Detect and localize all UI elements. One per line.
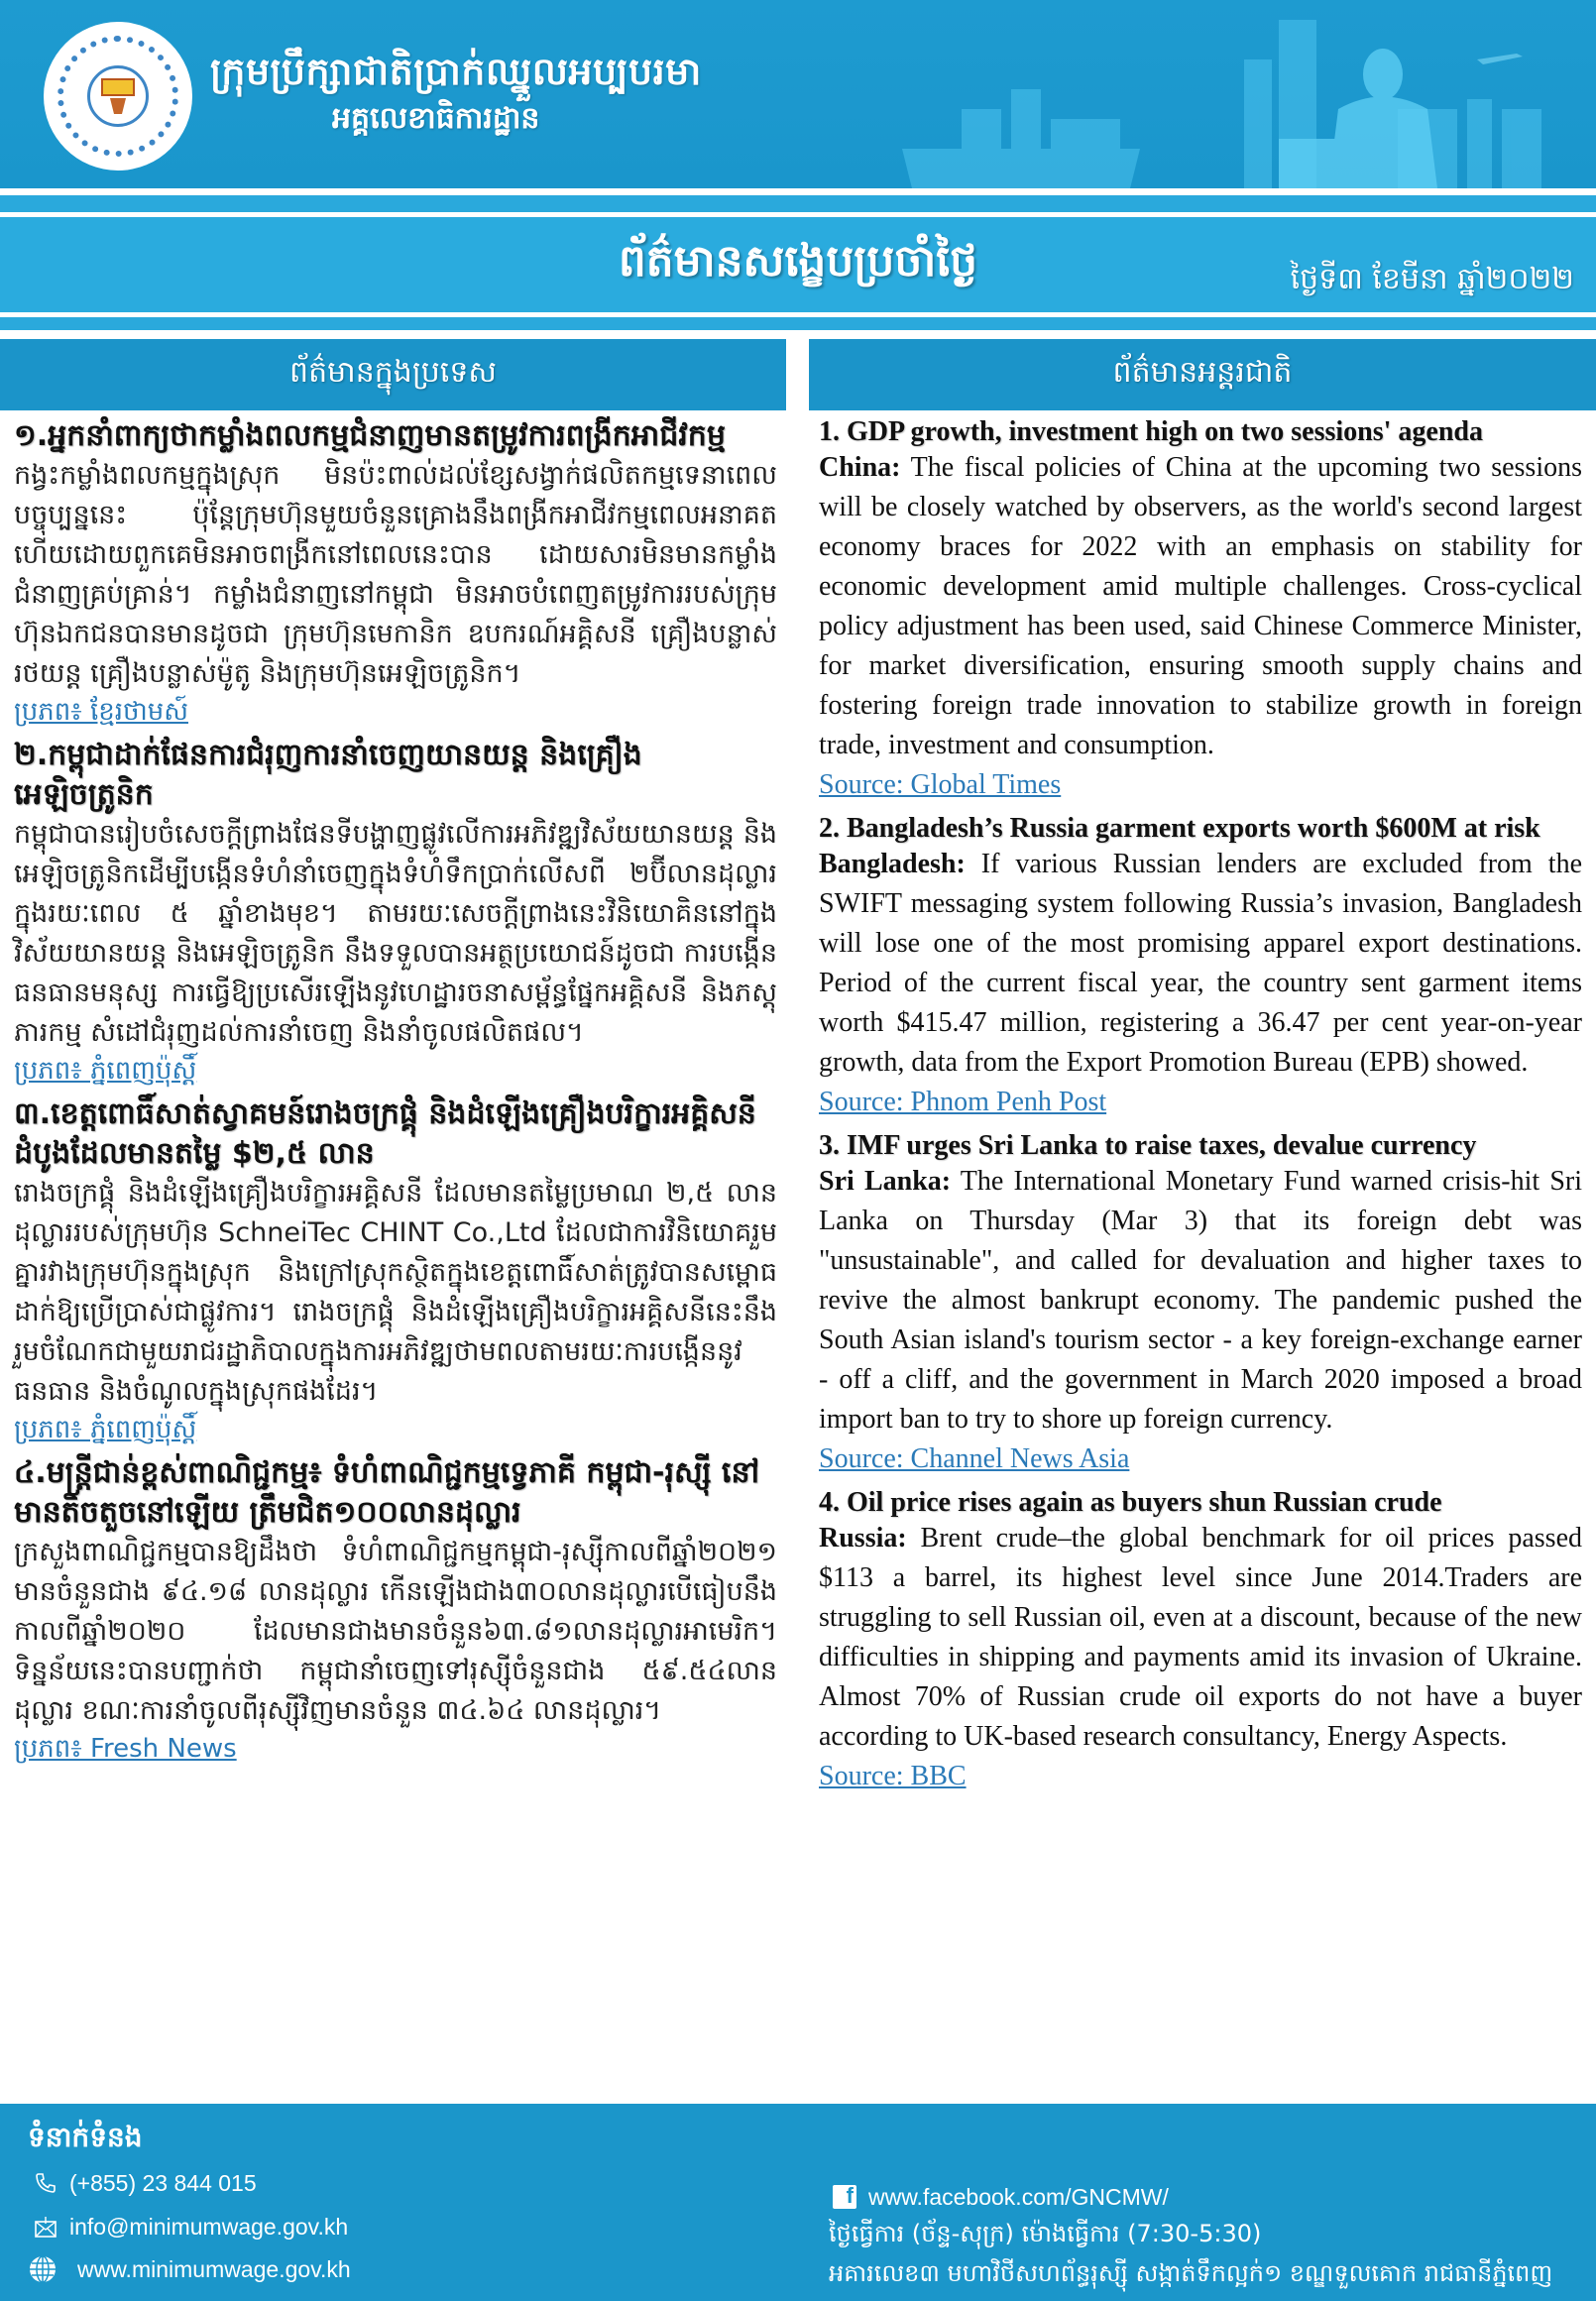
news-country: China bbox=[819, 452, 892, 483]
news-body: កម្ពុជាបានរៀបចំសេចក្ដីព្រាងផែនទីបង្ហាញផ្លូវលើការអភិវឌ្ឍវិស័យយានយន្ត និងអេឡិចត្រូនិកដើម្បីបង្កើនទំហំនាំចេញក្នុងទំហំទឹកប្រាក់លើសពី ២ប៊ីលានដុល្លារក្នុងរយៈពេល ៥ ឆ្នាំខាងមុខ។ តាមរយៈសេចក្ដីព្រាងនេះវិនិយោគិននៅក្នុងវិស័យយានយន្ត និងអេឡិចត្រូនិក នឹងទទួលបានអត្ថប្រយោជន៍ដូចជា ការបង្កើនធនធានមនុស្ស ការធ្វើឱ្យប្រសើរឡើងនូវហេដ្ឋារចនាសម្ព័ន្ធផ្នែកអគ្គិសនី និងភស្តុភារកម្ម សំដៅជំរុញដល់ការនាំចេញ និងនាំចូលផលិតផល។ bbox=[14, 819, 777, 1048]
news-body bbox=[819, 845, 1582, 1083]
organization-name: ក្រុមប្រឹក្សាជាតិប្រាក់ឈ្នួលអប្បបរមា bbox=[210, 50, 702, 93]
news-title: ៤.មន្ត្រីជាន់ខ្ពស់ពាណិជ្ជកម្ម៖ ទំហំពាណិជ្ជកម្មទ្វេភាគី កម្ពុជា-រុស្ស៊ី នៅមានតិចតួចនៅឡើយ ត្រឹមជិត១០០លានដុល្លារ bbox=[14, 1455, 760, 1530]
facebook-url: www.facebook.com/GNCMW/ bbox=[868, 2183, 1169, 2210]
news-country: Russia bbox=[819, 1523, 898, 1553]
international-news-header: ព័ត៌មានអន្តរជាតិ bbox=[809, 339, 1596, 410]
news-title: 1. GDP growth, investment high on two sessions' agenda bbox=[819, 416, 1484, 447]
news-country: Sri Lanka bbox=[819, 1166, 942, 1197]
news-title: 3. IMF urges Sri Lanka to raise taxes, devalue currency bbox=[819, 1130, 1477, 1161]
globe-icon bbox=[26, 2252, 59, 2286]
news-item bbox=[819, 1487, 1582, 1802]
bulletin-date: ថ្ងៃទី៣ ខែមីនា ឆ្នាំ២០២២ bbox=[1290, 262, 1574, 296]
news-body bbox=[819, 1519, 1582, 1757]
news-body: កង្វះកម្លាំងពលកម្មក្នុងស្រុក មិនប៉ះពាល់ដល់ខ្សែសង្វាក់ផលិតកម្មទេនាពេលបច្ចុប្បន្ននេះ ប៉ុន្តែក្រុមហ៊ុនមួយចំនួនគ្រោងនឹងពង្រីកអាជីវកម្មពេលអនាគតហើយដោយពួកគេមិនអាចពង្រីកនៅពេលនេះបាន ដោយសារមិនមានកម្លាំងជំនាញគ្រប់គ្រាន់។ កម្លាំងជំនាញនៅកម្ពុជា មិនអាចបំពេញតម្រូវការរបស់ក្រុមហ៊ុនឯកជនបានមានដូចជា ក្រុមហ៊ុនមេកានិក ឧបករណ៍អគ្គិសនី គ្រឿងបន្លាស់រថយន្ត គ្រឿងបន្លាស់ម៉ូតូ និងក្រុមហ៊ុនអេឡិចត្រូនិក។ bbox=[14, 460, 777, 689]
news-source-link[interactable]: ប្រភព៖ Fresh News bbox=[14, 1734, 237, 1764]
news-item bbox=[14, 416, 777, 734]
news-source-link[interactable]: ប្រភព៖ ភ្នំពេញប៉ុស្ដិ៍ bbox=[14, 1415, 197, 1444]
news-source-link[interactable]: Source: Global Times bbox=[819, 769, 1062, 800]
domestic-news-column bbox=[14, 416, 777, 1773]
news-country: Bangladesh bbox=[819, 849, 957, 879]
organization-subtitle: អគ្គលេខាធិការដ្ឋាន bbox=[332, 101, 540, 136]
website-url: www.minimumwage.gov.kh bbox=[77, 2255, 351, 2282]
website-contact[interactable] bbox=[26, 2252, 351, 2286]
airplane-icon bbox=[1477, 54, 1523, 64]
news-source-link[interactable]: ប្រភព៖ ភ្នំពេញប៉ុស្ដិ៍ bbox=[14, 1056, 197, 1086]
news-separator: : bbox=[897, 1523, 907, 1553]
email-address: info@minimumwage.gov.kh bbox=[69, 2213, 349, 2240]
contact-heading: ទំនាក់ទំនង bbox=[28, 2121, 143, 2153]
email-icon bbox=[32, 2213, 59, 2241]
header-stripe bbox=[0, 195, 1596, 212]
page-footer bbox=[0, 2104, 1596, 2301]
phone-icon bbox=[32, 2169, 59, 2197]
facebook-contact[interactable] bbox=[831, 2183, 1169, 2211]
news-title: 4. Oil price rises again as buyers shun Russian crude bbox=[819, 1487, 1442, 1518]
title-stripe bbox=[0, 317, 1596, 330]
news-item bbox=[14, 1453, 777, 1771]
news-title: ៣.ខេត្តពោធិ៍សាត់ស្វាគមន៍រោងចក្រផ្គុំ និងដំឡើងគ្រឿងបរិក្ខារអគ្គិសនីដំបូងដែលមានតម្លៃ $២,៥ លាន bbox=[14, 1096, 756, 1171]
news-separator: : bbox=[891, 452, 901, 483]
facebook-icon: f bbox=[831, 2183, 858, 2211]
news-body: ក្រសួងពាណិជ្ជកម្មបានឱ្យដឹងថា ទំហំពាណិជ្ជកម្មកម្ពុជា-រុស្ស៊ីកាលពីឆ្នាំ២០២១ មានចំនួនជាង ៩៤.១៨ លានដុល្លារ កើនឡើងជាង៣០លានដុល្លារបើធៀបនឹងកាលពីឆ្នាំ២០២០ ដែលមានជាងមានចំនួន៦៣.៨១លានដុល្លារអាមេរិក។ ទិន្នន័យនេះបានបញ្ជាក់ថា កម្ពុជានាំចេញទៅរុស្ស៊ីចំនួនជាង ៥៩.៥៤លានដុល្លារ ខណៈការនាំចូលពីរុស្ស៊ីវិញមានចំនួន ៣៤.៦៤ លានដុល្លារ។ bbox=[14, 1537, 777, 1726]
news-text: Brent crude–the global benchmark for oil prices passed $113 a barrel, its highest level since June 2014.Traders are struggling to sell Russian oil, even at a discount, because of the new difficulties in shipping and payments amid its invasion of Ukraine. Almost 70% of Russian crude oil exports do not have a buyer according to UK-based research consultancy, Energy Aspects. bbox=[819, 1523, 1582, 1752]
page-header bbox=[0, 0, 1596, 188]
news-source-link[interactable]: ប្រភព៖ ខ្មែរថាមស៍ bbox=[14, 697, 188, 727]
news-text: The International Monetary Fund warned crisis-hit Sri Lanka on Thursday (Mar 3) that its foreign debt was "unsustainable", and called for devaluation and higher taxes to revive the almost bankrupt economy. The pandemic pushed the South Asian island's tourism sector - a key foreign-exchange earner - off a cliff, and the government in March 2020 imposed a broad import ban to try to shore up foreign currency. bbox=[819, 1166, 1582, 1435]
news-title: 2. Bangladesh’s Russia garment exports worth $600M at risk bbox=[819, 813, 1540, 844]
email-contact[interactable] bbox=[32, 2213, 348, 2241]
news-body bbox=[819, 1162, 1582, 1439]
skyline-illustration bbox=[843, 0, 1596, 188]
news-separator: : bbox=[941, 1166, 952, 1197]
news-text: If various Russian lenders are excluded from the SWIFT messaging system following Russia’s invasion, Bangladesh will lose one of the most promising apparel export destinations. Period of the current fiscal year, the country sent garment items worth $415.47 million, registering a 36.47 per cent year-on-year growth, data from the Export Promotion Bureau (EPB) showed. bbox=[819, 849, 1582, 1078]
news-item bbox=[14, 736, 777, 1093]
news-title: ២.កម្ពុជាដាក់ផែនការជំរុញការនាំចេញយានយន្ត និងគ្រឿងអេឡិចត្រូនិក bbox=[14, 738, 642, 812]
news-item bbox=[819, 1130, 1582, 1485]
news-separator: : bbox=[956, 849, 966, 879]
news-body: រោងចក្រផ្គុំ និងដំឡើងគ្រឿងបរិក្ខារអគ្គិសនី ដែលមានតម្លៃប្រមាណ ២,៥ លានដុល្លាររបស់ក្រុមហ៊ុន SchneiTec CHINT Co.,Ltd ដែលជាការវិនិយោគរួមគ្នារវាងក្រុមហ៊ុនក្នុងស្រុក និងក្រៅស្រុកស្ថិតក្នុងខេត្តពោធិ៍សាត់ត្រូវបានសម្ពោធដាក់ឱ្យប្រើប្រាស់ជាផ្លូវការ។ រោងចក្រផ្គុំ និងដំឡើងគ្រឿងបរិក្ខារអគ្គិសនីនេះនឹងរួមចំណែកជាមួយរាជរដ្ឋាភិបាលក្នុងការអភិវឌ្ឍថាមពលតាមរយៈការបង្កើននូវធនធាន និងចំណូលក្នុងស្រុកផងដែរ។ bbox=[14, 1178, 777, 1407]
office-address: អគារលេខ៣ មហាវិថីសហព័ន្ធរុស្ស៊ី សង្កាត់ទឹកល្អក់១ ខណ្ឌទួលគោក រាជធានីភ្នំពេញ bbox=[829, 2259, 1553, 2287]
international-news-column bbox=[819, 416, 1582, 1804]
news-item bbox=[819, 416, 1582, 811]
phone-number: (+855) 23 844 015 bbox=[69, 2169, 257, 2196]
news-source-link[interactable]: Source: Phnom Penh Post bbox=[819, 1087, 1107, 1117]
news-item bbox=[819, 813, 1582, 1128]
news-source-link[interactable]: Source: BBC bbox=[819, 1761, 967, 1791]
ministry-logo bbox=[44, 22, 192, 171]
phone-contact[interactable] bbox=[32, 2169, 257, 2197]
bulletin-title: ព័ត៌មានសង្ខេបប្រចាំថ្ងៃ bbox=[618, 236, 978, 287]
news-title: ១.អ្នកនាំពាក្យថាកម្លាំងពលកម្មជំនាញមានតម្រូវការពង្រីកអាជីវកម្ម bbox=[14, 418, 726, 453]
working-hours: ថ្ងៃធ្វើការ (ច័ន្ទ-សុក្រ) ម៉ោងធ្វើការ (7:30-5:30) bbox=[829, 2220, 1262, 2247]
news-body bbox=[819, 448, 1582, 765]
domestic-news-header: ព័ត៌មានក្នុងប្រទេស bbox=[0, 339, 786, 410]
news-item bbox=[14, 1094, 777, 1451]
news-source-link[interactable]: Source: Channel News Asia bbox=[819, 1443, 1130, 1474]
news-text: The fiscal policies of China at the upcoming two sessions will be closely watched by observers, as the world's second largest economy braces for 2022 with an emphasis on stability for economic development amid multiple challenges. Cross-cyclical policy adjustment has been used, said Chinese Commerce Minister, for market diversification, ensuring smooth supply chains and fostering foreign trade innovation to stabilize growth in foreign trade, investment and consumption. bbox=[819, 452, 1582, 760]
